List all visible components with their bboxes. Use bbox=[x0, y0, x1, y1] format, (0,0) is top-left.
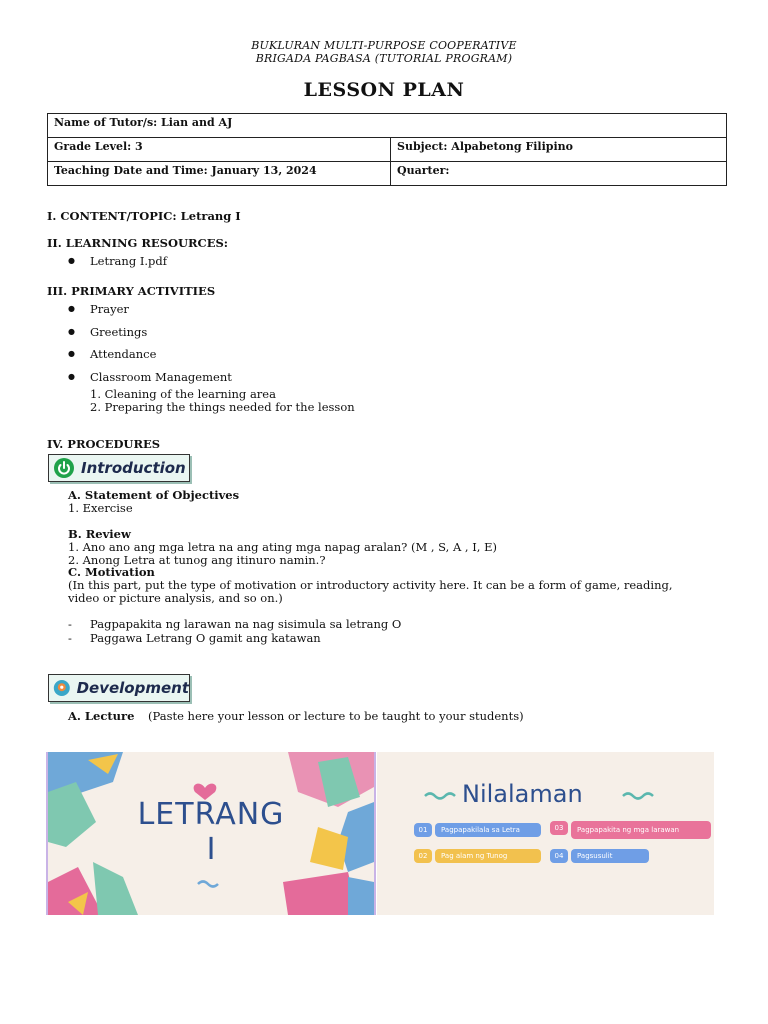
development-label: Development bbox=[76, 679, 189, 697]
org-name: BUKLURAN MULTI-PURPOSE COOPERATIVE bbox=[251, 39, 517, 52]
resource-item: ● Letrang I.pdf bbox=[90, 254, 167, 268]
motivation-note-2: video or picture analysis, and so on.) bbox=[68, 591, 283, 605]
subject-cell: Subject: Alpabetong Filipino bbox=[391, 138, 727, 162]
item-number: 02 bbox=[414, 849, 432, 863]
date-cell: Teaching Date and Time: January 13, 2024 bbox=[48, 162, 391, 186]
slide-title-line2: I bbox=[206, 832, 216, 867]
motivation-note-1: (In this part, put the type of motivation or introductory activity here. It can be a form of game, reading, bbox=[68, 578, 673, 592]
objectives-heading: A. Statement of Objectives bbox=[68, 488, 240, 502]
review-question-1: 1. Ano ano ang mga letra na ang ating mga napag aralan? (M , S, A , I, E) bbox=[68, 540, 497, 554]
primary-item-classroom: ● Classroom Management bbox=[90, 370, 232, 384]
motivation-heading: C. Motivation bbox=[68, 565, 155, 579]
slide-letrang-i bbox=[46, 752, 376, 915]
introduction-badge bbox=[48, 454, 190, 482]
primary-item-prayer: ● Prayer bbox=[90, 302, 129, 316]
review-question-2: 2. Anong Letra at tunog ang itinuro namin.? bbox=[68, 553, 326, 567]
primary-item-attendance: ● Attendance bbox=[90, 347, 156, 361]
item-number: 01 bbox=[414, 823, 432, 837]
lecture-note: (Paste here your lesson or lecture to be taught to your students) bbox=[148, 709, 524, 723]
program-name: BRIGADA PAGBASA (TUTORIAL PROGRAM) bbox=[255, 52, 513, 65]
page-title: LESSON PLAN bbox=[303, 79, 465, 101]
grade-cell: Grade Level: 3 bbox=[48, 138, 391, 162]
procedures-heading: IV. PROCEDURES bbox=[47, 437, 161, 451]
primary-item-greetings: ● Greetings bbox=[90, 325, 147, 339]
item-pill: Pagsusulit bbox=[571, 849, 649, 863]
objectives-item: 1. Exercise bbox=[68, 501, 133, 515]
sub-item-cleaning: 1. Cleaning of the learning area bbox=[90, 387, 276, 401]
slide-nilalaman bbox=[377, 752, 714, 915]
nilalaman-title: Nilalaman bbox=[462, 780, 583, 808]
introduction-label: Introduction bbox=[81, 459, 186, 477]
lecture-label: A. Lecture bbox=[68, 709, 135, 723]
motivation-dash-2: - bbox=[68, 631, 72, 645]
motivation-item-1: Pagpapakita ng larawan na nag sisimula sa letrang O bbox=[90, 617, 402, 631]
development-badge bbox=[48, 674, 190, 702]
info-table bbox=[47, 113, 727, 186]
tutor-cell: Name of Tutor/s: Lian and AJ bbox=[48, 114, 727, 138]
head-gear-icon bbox=[53, 677, 71, 699]
primary-heading: III. PRIMARY ACTIVITIES bbox=[47, 284, 216, 298]
power-icon bbox=[53, 457, 75, 479]
item-pill: Pagpapakilala sa Letra bbox=[435, 823, 541, 837]
motivation-item-2: Paggawa Letrang O gamit ang katawan bbox=[90, 631, 321, 645]
review-heading: B. Review bbox=[68, 527, 131, 541]
motivation-dash-1: - bbox=[68, 617, 72, 631]
item-number: 03 bbox=[550, 821, 568, 835]
quarter-cell: Quarter: bbox=[391, 162, 727, 186]
item-pill: Pagpapakita ng mga larawan bbox=[571, 821, 711, 839]
item-number: 04 bbox=[550, 849, 568, 863]
content-heading: I. CONTENT/TOPIC: Letrang I bbox=[47, 209, 241, 223]
slide-title-line1: LETRANG bbox=[137, 797, 285, 832]
sub-item-preparing: 2. Preparing the things needed for the lesson bbox=[90, 400, 355, 414]
resources-heading: II. LEARNING RESOURCES: bbox=[47, 236, 229, 250]
item-pill: Pag alam ng Tunog bbox=[435, 849, 541, 863]
